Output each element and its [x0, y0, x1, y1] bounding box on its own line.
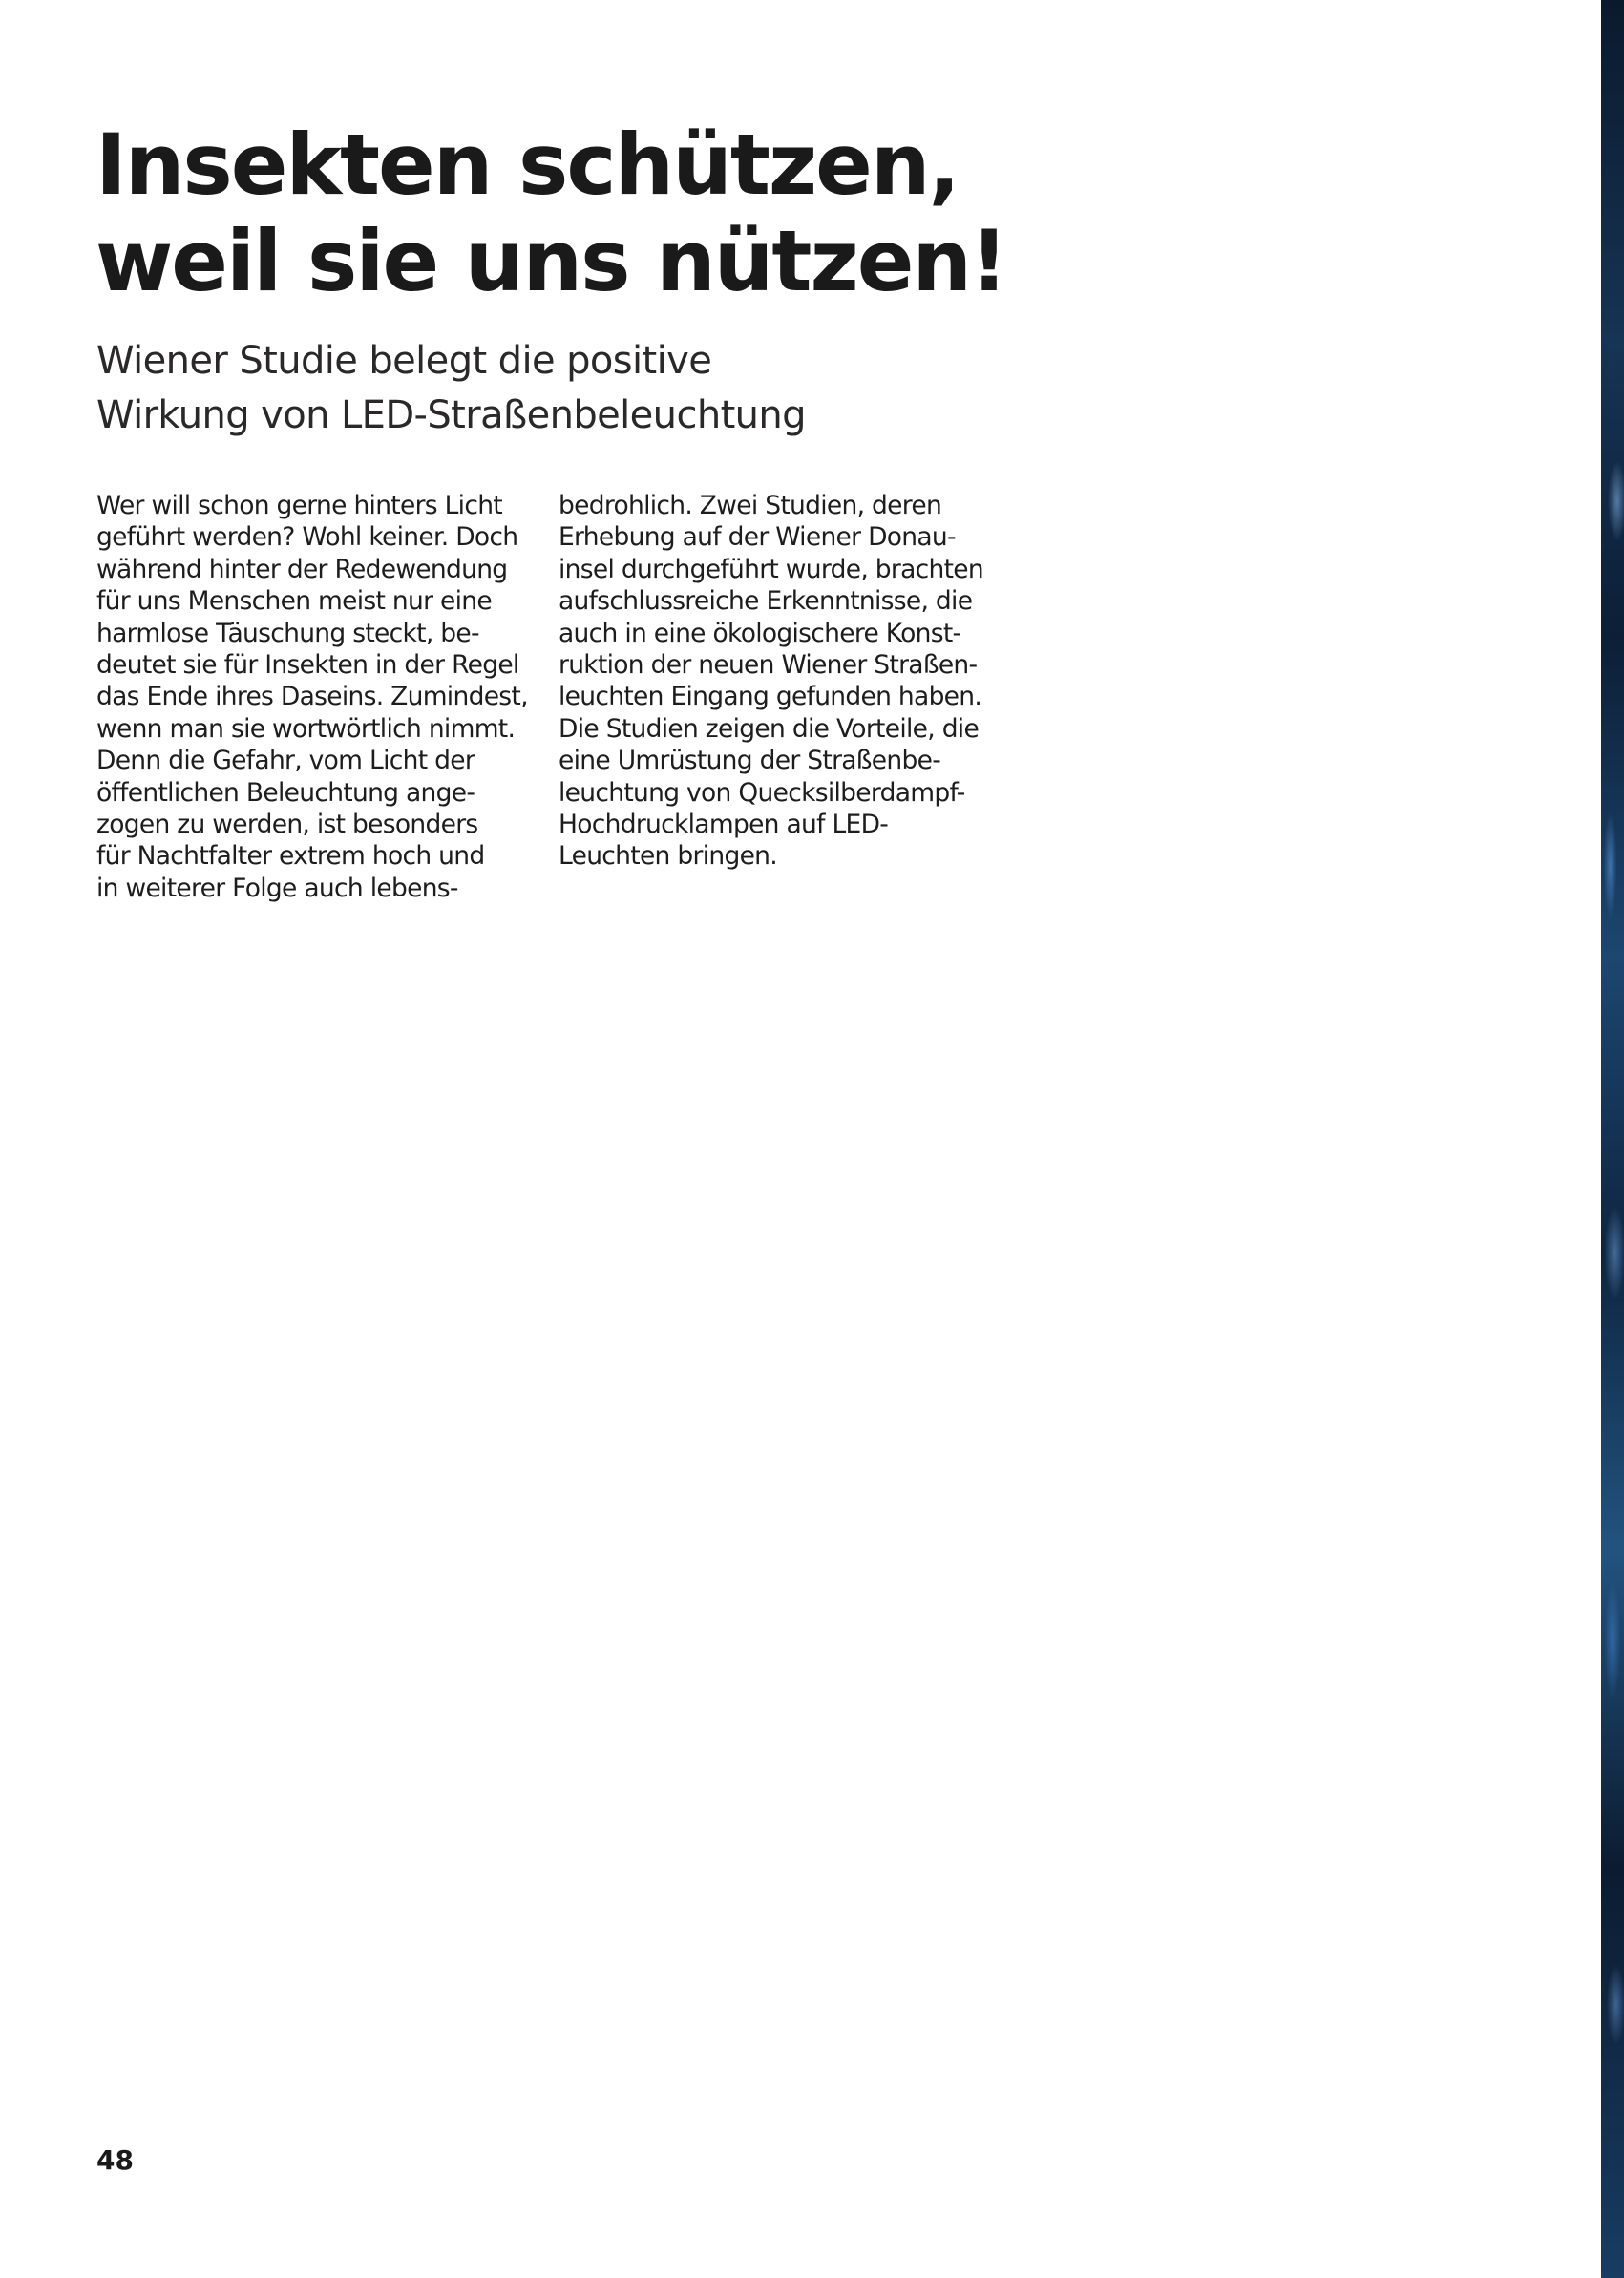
body-line: eine Umrüstung der Straßenbe- — [559, 746, 941, 776]
body-line: Denn die Gefahr, vom Licht der — [96, 746, 475, 776]
body-line: Wer will schon gerne hinters Licht — [96, 491, 502, 520]
body-line: leuchten Eingang gefunden haben. — [559, 682, 982, 712]
body-line: ruktion der neuen Wiener Straßen- — [559, 650, 978, 681]
page-number: 48 — [96, 2144, 134, 2176]
body-line: für uns Menschen meist nur eine — [96, 586, 492, 617]
body-line: geführt werden? Wohl keiner. Doch — [96, 522, 518, 553]
headline-line: Insekten schützen, — [95, 116, 959, 214]
body-line: Erhebung auf der Wiener Donau- — [559, 522, 956, 553]
body-line: Leuchten bringen. — [559, 841, 777, 872]
body-line: für Nachtfalter extrem hoch und — [96, 841, 485, 872]
body-line: bedrohlich. Zwei Studien, deren — [559, 491, 942, 520]
body-line: in weiterer Folge auch lebens- — [96, 873, 458, 903]
body-line: Die Studien zeigen die Vorteile, die — [559, 713, 980, 744]
body-line: das Ende ihres Daseins. Zumindest, — [96, 682, 528, 712]
headline-line: weil sie uns nützen! — [95, 212, 1007, 310]
body-line: harmlose Täuschung steckt, be- — [96, 618, 479, 648]
body-line: wenn man sie wortwörtlich nimmt. — [96, 713, 516, 744]
body-line: insel durchgeführt wurde, brachten — [559, 554, 983, 584]
subheadline — [96, 334, 1051, 443]
body-column-left — [96, 490, 545, 904]
body-line: leuchtung von Quecksilberdampf- — [559, 777, 965, 808]
body-line: auch in eine ökologischere Konst- — [559, 618, 961, 648]
subheadline-line: Wirkung von LED-Straßenbeleuchtung — [96, 393, 806, 437]
body-line: Hochdrucklampen auf LED- — [559, 810, 889, 840]
body-column-right — [559, 490, 1007, 873]
body-line: während hinter der Redewendung — [96, 554, 508, 584]
subheadline-line: Wiener Studie belegt die positive — [96, 339, 712, 383]
body-line: öffentlichen Beleuchtung ange- — [96, 777, 475, 808]
body-line: aufschlussreiche Erkenntnisse, die — [559, 586, 973, 617]
headline — [95, 116, 1050, 309]
photo-edge-strip — [1601, 0, 1624, 2278]
body-line: deutet sie für Insekten in der Regel — [96, 650, 519, 681]
body-line: zogen zu werden, ist besonders — [96, 810, 478, 840]
